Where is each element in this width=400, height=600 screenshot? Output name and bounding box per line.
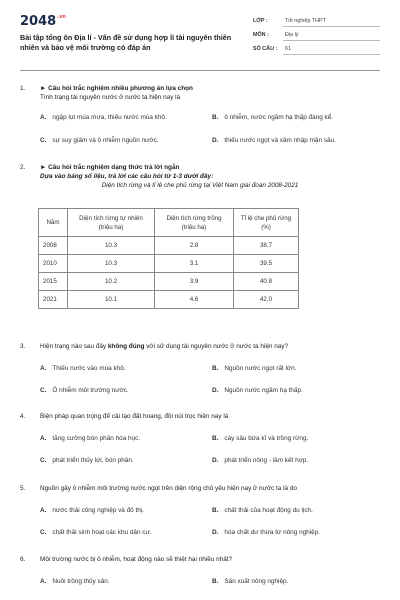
option-letter: D. xyxy=(212,137,219,144)
meta-label: SỐ CÂU : xyxy=(253,46,278,52)
table-header-cell: Tỉ lệ che phủ rừng (%) xyxy=(234,209,299,237)
table-caption: Diện tích rừng và tỉ lệ che phủ rừng tại Việt Nam giai đoạn 2008-2021 xyxy=(101,182,299,189)
option-c[interactable] xyxy=(40,528,152,537)
table-header-cell: Năm xyxy=(39,209,68,237)
table-row xyxy=(39,291,299,309)
option-text: ngập lụt mùa mưa, thiếu nước mùa khô. xyxy=(52,114,167,121)
option-b[interactable] xyxy=(212,364,296,373)
table-row xyxy=(39,255,299,273)
option-d[interactable] xyxy=(212,386,303,395)
question-text-part: với sử dụng tài nguyên nước ở nước ta hiện nay? xyxy=(144,343,289,350)
table-cell: 2015 xyxy=(39,273,68,291)
option-text: ô nhiễm, nước ngầm hạ thấp đáng kể. xyxy=(224,114,334,121)
option-letter: B. xyxy=(212,365,219,372)
table-cell: 42.0 xyxy=(234,291,299,309)
question-text: Nguồn gây ô nhiễm môi trường nước ngọt trên diện rộng chủ yếu hiện nay ở nước ta là do xyxy=(40,485,297,492)
option-a[interactable] xyxy=(40,434,140,443)
table-cell: 2010 xyxy=(39,255,68,273)
option-b[interactable] xyxy=(212,577,288,586)
option-text: Sản xuất nông nghiệp. xyxy=(224,578,289,585)
option-b[interactable] xyxy=(212,434,308,443)
table-header-row xyxy=(39,209,299,237)
document-meta xyxy=(253,14,380,56)
option-text: nước thải công nghiệp và đô thị. xyxy=(52,507,145,514)
option-a[interactable] xyxy=(40,506,144,515)
table-cell: 10.3 xyxy=(68,237,155,255)
option-letter: A. xyxy=(40,507,47,514)
question-text xyxy=(40,342,380,351)
meta-value: Tốt nghiệp THPT xyxy=(283,16,380,27)
table-cell: 3.9 xyxy=(155,273,234,291)
option-letter: D. xyxy=(212,457,219,464)
option-text: Ô nhiễm môi trường nước. xyxy=(52,387,129,394)
question-emphasis: không đúng xyxy=(107,343,145,350)
option-text: chất thải của hoạt động du lịch. xyxy=(224,507,313,514)
option-text: tăng cường bón phân hóa học. xyxy=(52,435,141,442)
table-cell: 10.2 xyxy=(68,273,155,291)
option-text: cày sâu bừa kĩ và trồng rừng. xyxy=(224,435,309,442)
table-row xyxy=(39,273,299,291)
question-instruction: Dựa vào bảng số liệu, trả lời các câu hỏi từ 1-3 dưới đây: xyxy=(40,173,214,180)
question-number: 5. xyxy=(20,485,26,492)
option-a[interactable] xyxy=(40,577,110,586)
option-c[interactable] xyxy=(40,136,159,145)
logo-tld: .vn xyxy=(57,14,66,20)
option-text: Nuôi trồng thủy sản. xyxy=(52,578,110,585)
option-text: Nguồn nước ngầm hạ thấp. xyxy=(224,387,303,394)
option-text: Thiếu nước vào mùa khô. xyxy=(52,365,126,372)
option-d[interactable] xyxy=(212,456,308,465)
header-divider xyxy=(20,70,380,71)
option-text: Nguồn nước ngọt rất lớn. xyxy=(224,365,297,372)
question-number: 2. xyxy=(20,164,26,171)
meta-row-class xyxy=(253,14,380,28)
option-letter: B. xyxy=(212,435,219,442)
option-letter: B. xyxy=(212,114,219,121)
question-number: 4. xyxy=(20,413,26,420)
meta-row-count xyxy=(253,42,380,56)
option-text: sự suy giảm và ô nhiễm nguồn nước. xyxy=(52,137,159,144)
option-text: thiếu nước ngọt và xâm nhập mặn sâu. xyxy=(224,137,336,144)
meta-value: 61 xyxy=(283,44,380,55)
option-text: chất thải sinh hoạt các khu dân cư. xyxy=(52,529,152,536)
option-a[interactable] xyxy=(40,113,167,122)
meta-label: MÔN : xyxy=(253,32,269,38)
document-title: Bài tập tổng ôn Địa lí - Vấn đề sử dụng hợp lí tài nguyên thiên nhiên và bảo vệ môi trường có đáp án xyxy=(20,33,232,52)
table-cell: 2.8 xyxy=(155,237,234,255)
option-c[interactable] xyxy=(40,386,129,395)
table-cell: 2021 xyxy=(39,291,68,309)
table-cell: 39.5 xyxy=(234,255,299,273)
question-number: 3. xyxy=(20,343,26,350)
table-header-cell: Diện tích rừng tự nhiên (triệu ha) xyxy=(68,209,155,237)
option-d[interactable] xyxy=(212,528,320,537)
question-number: 1. xyxy=(20,85,26,92)
table-cell: 2008 xyxy=(39,237,68,255)
option-b[interactable] xyxy=(212,506,313,515)
table-row xyxy=(39,237,299,255)
table-header-cell: Diện tích rừng trồng (triệu ha) xyxy=(155,209,234,237)
option-letter: B. xyxy=(212,578,219,585)
option-letter: A. xyxy=(40,578,47,585)
option-c[interactable] xyxy=(40,456,134,465)
question-text-part: Hiện trạng nào sau đây xyxy=(40,343,108,350)
option-a[interactable] xyxy=(40,364,126,373)
site-logo[interactable] xyxy=(20,14,66,29)
option-letter: A. xyxy=(40,114,47,121)
table-cell: 10.3 xyxy=(68,255,155,273)
option-text: phát triển thủy lợi, bón phân. xyxy=(52,457,134,464)
question-text: Tình trạng tài nguyên nước ở nước ta hiện nay là xyxy=(40,94,181,101)
question-number: 6. xyxy=(20,556,26,563)
meta-value: Địa lý xyxy=(283,30,380,41)
meta-row-subject xyxy=(253,28,380,42)
question-heading: ► Câu hỏi trắc nghiệm nhiều phương án lựa chọn xyxy=(40,85,193,92)
option-b[interactable] xyxy=(212,113,333,122)
option-letter: A. xyxy=(40,365,47,372)
table-cell: 10.1 xyxy=(68,291,155,309)
table-cell: 40.8 xyxy=(234,273,299,291)
logo-text: 2048 xyxy=(20,14,57,29)
option-letter: C. xyxy=(40,529,47,536)
data-table xyxy=(38,208,299,309)
option-letter: D. xyxy=(212,387,219,394)
option-letter: A. xyxy=(40,435,47,442)
table-cell: 4.6 xyxy=(155,291,234,309)
question-text: Môi trường nước bị ô nhiễm, hoạt động nào sẽ thiệt hại nhiều nhất? xyxy=(40,556,233,563)
option-text: hóa chất dư thừa từ nông nghiệp. xyxy=(224,529,321,536)
document-header xyxy=(20,10,380,66)
option-letter: C. xyxy=(40,387,47,394)
option-letter: D. xyxy=(212,529,219,536)
option-letter: B. xyxy=(212,507,219,514)
table-cell: 3.1 xyxy=(155,255,234,273)
option-letter: C. xyxy=(40,457,47,464)
meta-label: LỚP : xyxy=(253,18,268,24)
option-text: phát triển nông - lâm kết hợp. xyxy=(224,457,309,464)
table-cell: 38.7 xyxy=(234,237,299,255)
question-heading: ► Câu hỏi trắc nghiệm dạng thức trả lời ngắn xyxy=(40,164,180,171)
option-letter: C. xyxy=(40,137,47,144)
question-text: Biện pháp quan trọng để cải tạo đất hoang, đồi núi trọc hiện nay là xyxy=(40,413,229,420)
option-d[interactable] xyxy=(212,136,336,145)
